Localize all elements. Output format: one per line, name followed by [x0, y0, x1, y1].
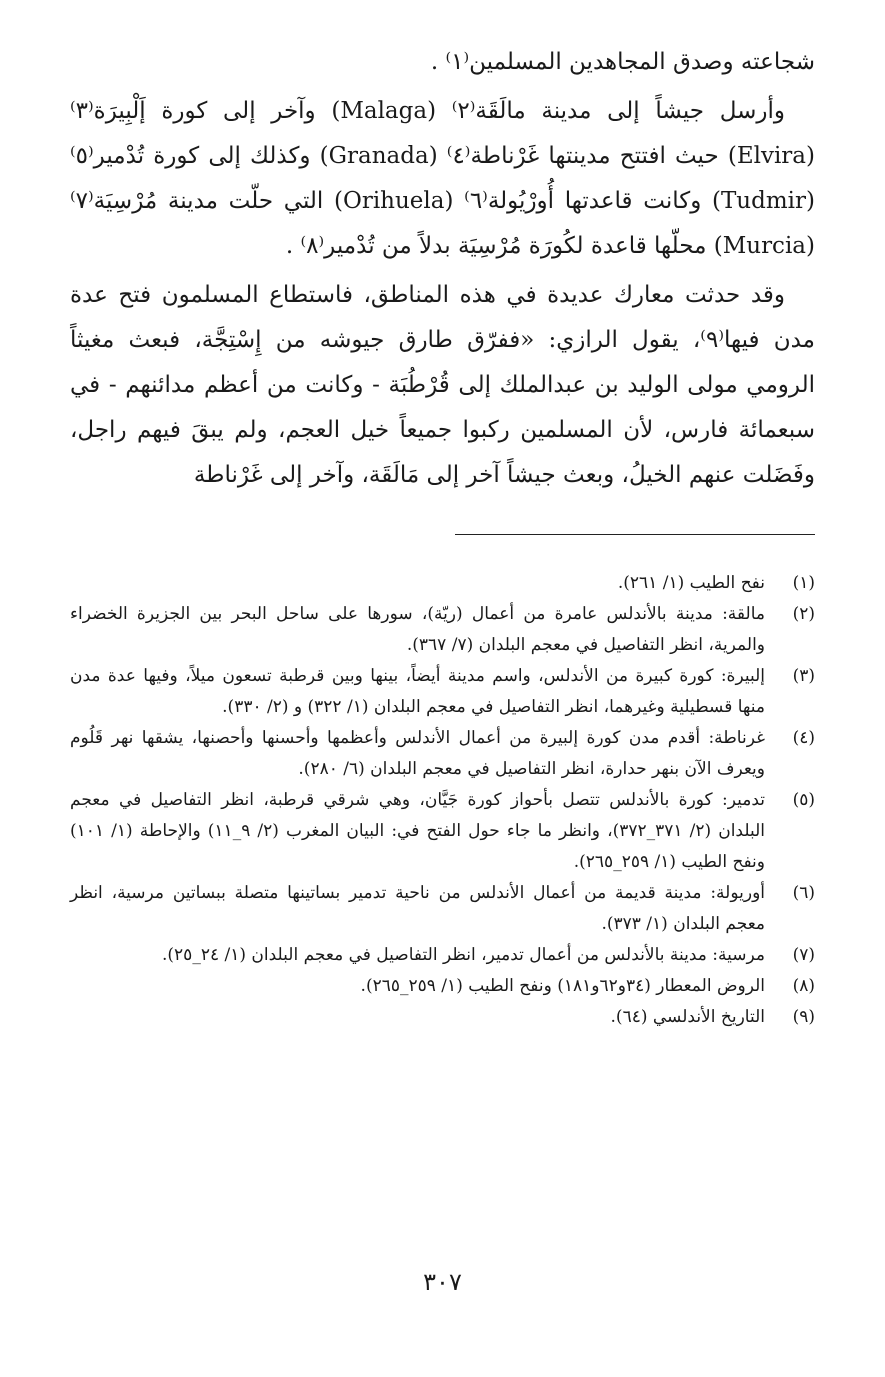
footnote-1 — [70, 568, 815, 599]
footnote-text: نفح الطيب (١/ ٢٦١). — [617, 573, 765, 593]
page-number: ٣٠٧ — [423, 1268, 462, 1296]
footnote-number: (٧) — [792, 945, 815, 965]
footnote-text: الروض المعطار (٣٤و٦٢و١٨١) ونفح الطيب (١/ ٢٥٩_٢٦٥). — [360, 976, 765, 996]
footnote-number: (٣) — [792, 666, 815, 686]
footnote-text: مرسية: مدينة بالأندلس من أعمال تدمير، انظر التفاصيل في معجم البلدان (١/ ٢٤_٢٥). — [162, 945, 765, 965]
footnote-4 — [70, 723, 815, 785]
footnote-text: التاريخ الأندلسي (٦٤). — [610, 1007, 765, 1027]
footnote-6 — [70, 878, 815, 940]
footnote-text: أوريولة: مدينة قديمة من أعمال الأندلس من ناحية تدمير بساتينها متصلة ببساتين مرسية، انظر معجم البلدان (١/ ٣٧٣). — [70, 883, 765, 934]
footnote-7 — [70, 940, 815, 971]
footnote-text: غرناطة: أقدم مدن كورة إلبيرة من أعمال الأندلس وأعظمها وأحسنها وأحصنها، يشقها نهر قَلُوم ويعرف الآن بنهر حدارة، انظر التفاصيل في معجم البلدان (٦/ ٢٨٠). — [70, 728, 765, 779]
footnote-divider — [455, 534, 815, 535]
footnote-9 — [70, 1002, 815, 1033]
footnote-text: تدمير: كورة بالأندلس تتصل بأحواز كورة جَيَّان، وهي شرقي قرطبة، انظر التفاصيل في معجم البلدان (٢/ ٣٧١_٣٧٢)، وانظر ما جاء حول الفتح في: البيان المغرب (٢/ ٩_١١) والإحاطة (١/ ١٠١) ونفح الطيب (١/ ٢٥٩_٢٦٥). — [70, 790, 766, 872]
footnotes-list — [70, 568, 815, 1033]
footnote-number: (٦) — [792, 883, 815, 903]
footnote-3 — [70, 661, 815, 723]
footnote-number: (٥) — [792, 790, 815, 810]
footnote-number: (٤) — [792, 728, 815, 748]
footnote-number: (٢) — [792, 604, 815, 624]
footnote-2 — [70, 599, 815, 661]
main-text — [70, 40, 815, 498]
footnote-text: مالقة: مدينة بالأندلس عامرة من أعمال (ريّة)، سورها على ساحل البحر بين الجزيرة الخضراء والمرية، انظر التفاصيل في معجم البلدان (٧/ ٣٦٧). — [70, 604, 765, 655]
paragraph-2: وأرسل جيشاً إلى مدينة مالَقَة⁽٢⁾ (Malaga) وآخر إلى كورة إَلْبِيرَة⁽٣⁾ (Elvira) حيث افتتح مدينتها غَرْناطة⁽٤⁾ (Granada) وكذلك إلى كورة تُدْمير⁽٥⁾ (Tudmir) وكانت قاعدتها أُورْيُولة⁽٦⁾ (Orihuela) التي حلّت مدينة مُرْسِيَة⁽٧⁾ (Murcia) محلّها قاعدة لكُورَة مُرْسِيَة بدلاً من تُدْمير⁽٨⁾ . — [70, 98, 815, 259]
paragraph-1: شجاعته وصدق المجاهدين المسلمين⁽١⁾ . — [430, 49, 815, 75]
footnote-8 — [70, 971, 815, 1002]
book-page — [70, 40, 815, 1340]
footnote-5 — [70, 785, 815, 878]
paragraph-3: وقد حدثت معارك عديدة في هذه المناطق، فاستطاع المسلمون فتح عدة مدن فيها⁽٩⁾، يقول الرازي: «ففرّق طارق جيوشه من إِسْتِجَّة، فبعث مغيثاً الرومي مولى الوليد بن عبدالملك إلى قُرْطُبَة - وكانت من أعظم مدائنهم - في سبعمائة فارس، لأن المسلمين ركبوا جميعاً خيل العجم، ولم يبقَ فيهم راجل، وفَضَلت عنهم الخيلُ، وبعث جيشاً آخر إلى مَالَقَة، وآخر إلى غَرْناطة — [70, 282, 815, 488]
footnote-text: إلبيرة: كورة كبيرة من الأندلس، واسم مدينة أيضاً، بينها وبين قرطبة تسعون ميلاً، وفيها عدة مدن منها قسطيلية وغيرهما، انظر التفاصيل في معجم البلدان (١/ ٣٢٢) و (٢/ ٣٣٠). — [70, 666, 765, 717]
footnote-number: (٩) — [792, 1007, 815, 1027]
footnote-number: (٨) — [792, 976, 815, 996]
footnote-number: (١) — [792, 573, 815, 593]
